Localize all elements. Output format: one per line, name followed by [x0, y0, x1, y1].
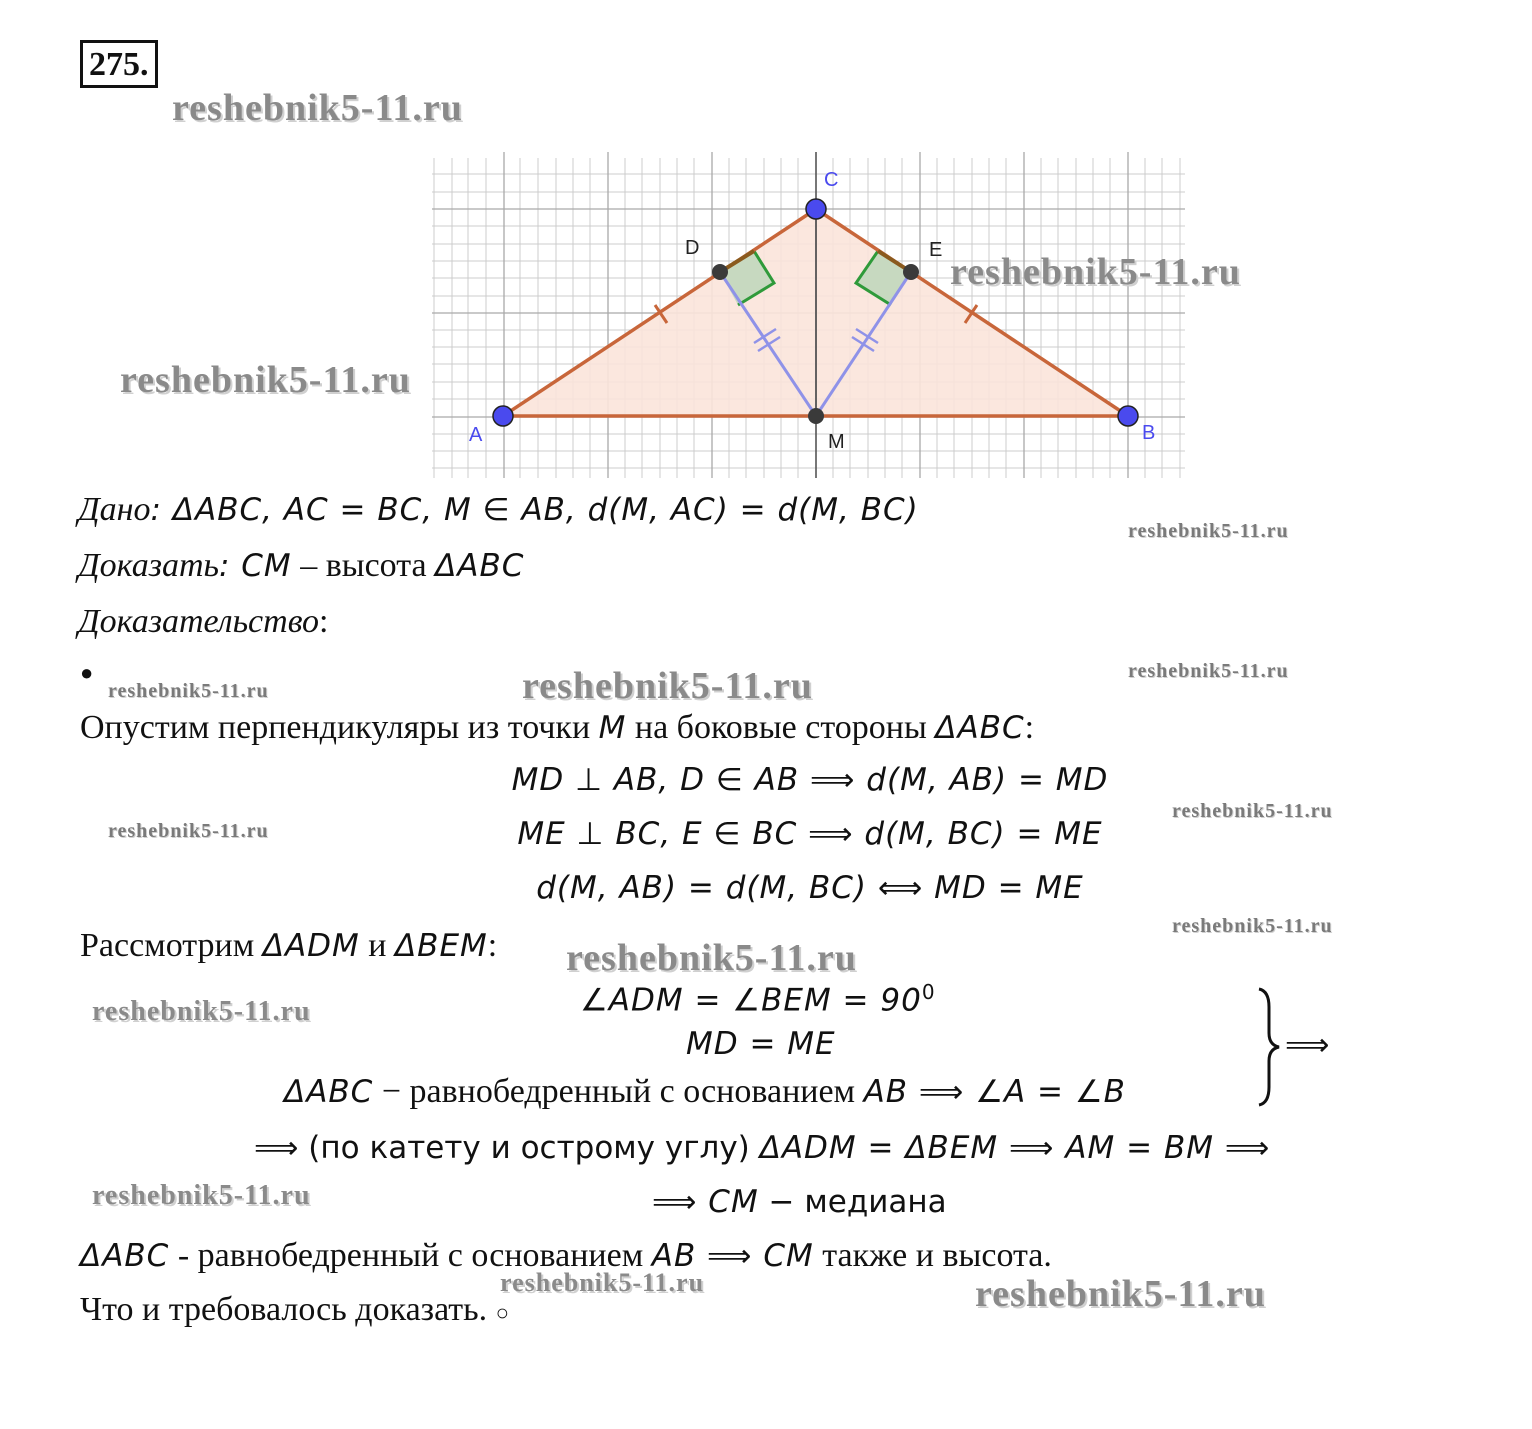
problem-number: 275. — [80, 40, 158, 88]
prove-label: Доказать — [78, 547, 219, 584]
watermark: reshebnik5-11.ru — [92, 996, 311, 1027]
consider-line — [80, 926, 497, 966]
label-m: M — [828, 431, 845, 453]
consider-and: и — [359, 927, 395, 964]
system-sides: MD = ME — [686, 1026, 836, 1062]
watermark: reshebnik5-11.ru — [566, 937, 857, 979]
triangle-adm: ΔADM — [262, 928, 360, 964]
conclusion-math: AB ⟹ CM — [651, 1238, 814, 1274]
conclusion-line — [80, 1236, 1052, 1276]
watermark: reshebnik5-11.ru — [172, 87, 463, 129]
bullet: ● — [80, 660, 94, 685]
watermark: reshebnik5-11.ru — [108, 680, 269, 702]
label-a: A — [469, 424, 483, 446]
watermark: reshebnik5-11.ru — [1172, 800, 1333, 822]
isosceles-tri: ΔABC — [284, 1074, 374, 1110]
vertex-c — [806, 199, 826, 219]
watermark: reshebnik5-11.ru — [1128, 660, 1289, 682]
brace-implies: ⟹ — [1285, 1027, 1330, 1063]
equation-equal: d(M, AB) = d(M, BC) ⟺ MD = ME — [536, 870, 1084, 906]
qed-text: Что и требовалось доказать. — [80, 1291, 496, 1328]
geometry-figure — [0, 0, 1532, 490]
system-isosceles — [284, 1072, 1126, 1112]
angles-equal: ∠ADM = ∠BEM = 90 — [580, 982, 922, 1019]
equation-me: ME ⊥ BC, E ∈ BC ⟹ d(M, BC) = ME — [517, 816, 1103, 852]
consider-colon: : — [487, 927, 498, 964]
conclusion-tri: ΔABC — [80, 1238, 170, 1274]
watermark: reshebnik5-11.ru — [522, 665, 813, 707]
system-angles — [580, 980, 936, 1018]
watermark: reshebnik5-11.ru — [92, 1180, 311, 1211]
prove-math: : CM — [218, 548, 292, 584]
proof-colon: : — [319, 603, 329, 640]
median-math: ⟹ CM — [652, 1184, 759, 1220]
congruence-line — [254, 1128, 1270, 1168]
prove-text: – высота — [291, 547, 436, 584]
point-e — [903, 264, 919, 280]
congruence-math: ΔADM = ΔBEM ⟹ AM = BM ⟹ — [759, 1130, 1271, 1166]
watermark: reshebnik5-11.ru — [500, 1268, 705, 1297]
proof-label: Доказательство — [78, 603, 320, 640]
congruence-pre: ⟹ (по катету и острому углу) — [254, 1130, 760, 1166]
consider-text: Рассмотрим — [80, 927, 263, 964]
watermark: reshebnik5-11.ru — [975, 1273, 1266, 1315]
given-line — [78, 490, 919, 530]
watermark: reshebnik5-11.ru — [1172, 915, 1333, 937]
proof-heading — [78, 602, 328, 642]
watermark: reshebnik5-11.ru — [1128, 520, 1289, 542]
prove-line — [78, 546, 524, 586]
system-brace — [1255, 985, 1285, 1110]
watermark: reshebnik5-11.ru — [108, 820, 269, 842]
conclusion-text1: - равнобедренный с основанием — [169, 1237, 652, 1274]
given-text: : ΔABC, AC = BC, M ∈ AB, d(M, AC) = d(M, BC) — [150, 492, 919, 528]
triangle-bem: ΔBEM — [394, 928, 488, 964]
label-e: E — [929, 239, 943, 261]
step-text2: на боковые стороны — [626, 709, 936, 746]
label-b: B — [1142, 422, 1156, 444]
point-d — [712, 264, 728, 280]
step-perpendiculars — [80, 708, 1034, 748]
step-colon: : — [1024, 709, 1035, 746]
point-m — [808, 408, 824, 424]
vertex-a — [493, 406, 513, 426]
equation-md: MD ⊥ AB, D ∈ AB ⟹ d(M, AB) = MD — [511, 762, 1109, 798]
given-label: Дано — [78, 491, 151, 528]
watermark: reshebnik5-11.ru — [950, 251, 1241, 293]
conclusion-text2: также и высота. — [813, 1237, 1052, 1274]
isosceles-text: − равнобедренный с основанием — [373, 1073, 864, 1110]
step-triangle: ΔABC — [935, 710, 1025, 746]
label-c: C — [824, 169, 839, 191]
qed-line — [80, 1290, 509, 1333]
median-line — [652, 1182, 947, 1222]
vertex-b — [1118, 406, 1138, 426]
median-text: − медиана — [758, 1184, 947, 1220]
step-point: M — [598, 710, 627, 746]
label-d: D — [685, 237, 700, 259]
qed-mark: ○ — [495, 1300, 509, 1325]
isosceles-math: AB ⟹ ∠A = ∠B — [863, 1074, 1126, 1110]
prove-triangle: ΔABC — [435, 548, 525, 584]
degree-sup: 0 — [921, 980, 936, 1004]
step-text: Опустим перпендикуляры из точки — [80, 709, 599, 746]
watermark: reshebnik5-11.ru — [120, 359, 411, 401]
